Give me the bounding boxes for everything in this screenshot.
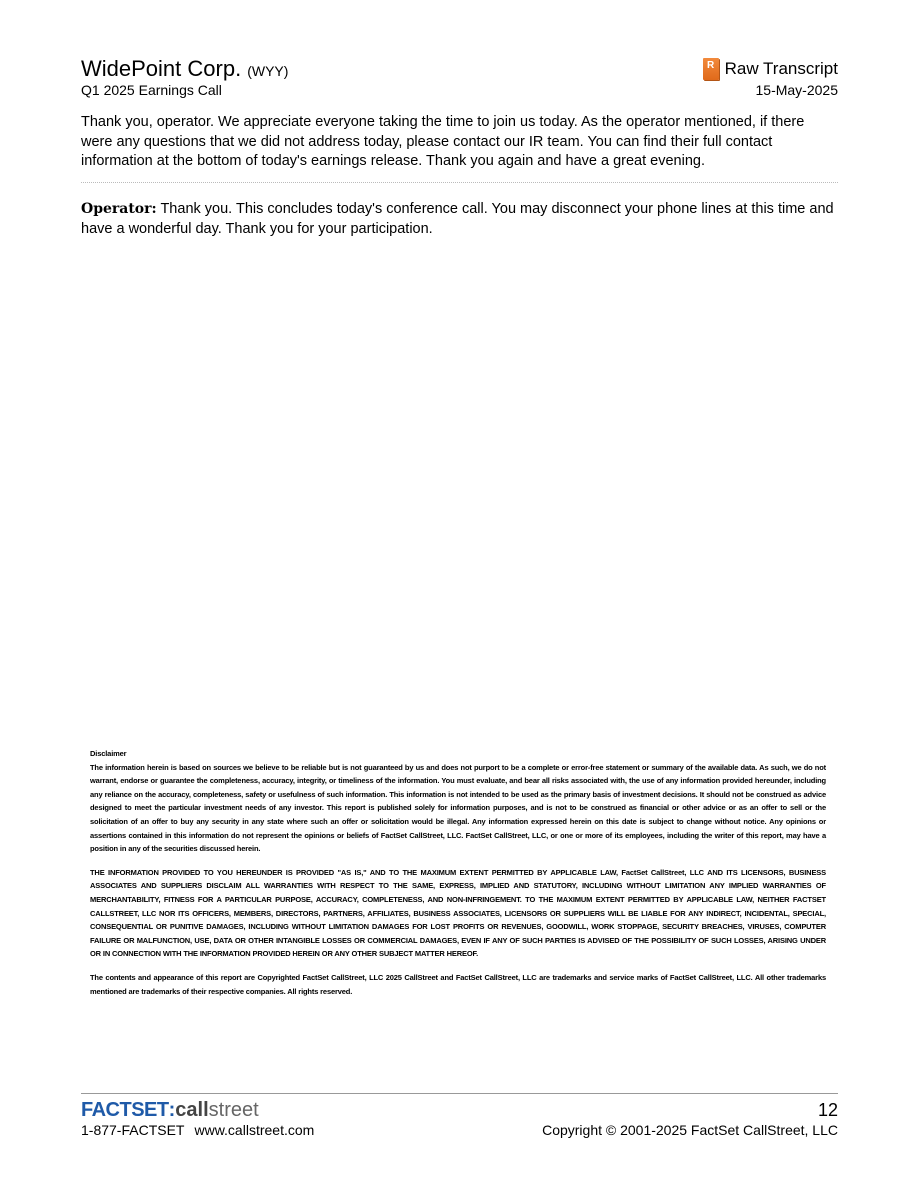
event-name: Q1 2025 Earnings Call <box>81 82 222 98</box>
speaker-divider <box>81 182 838 183</box>
company-title <box>81 56 288 84</box>
logo-street: street <box>208 1099 259 1121</box>
disclaimer-title: Disclaimer <box>90 749 127 758</box>
footer-copyright: Copyright © 2001-2025 FactSet CallStreet, LLC <box>542 1122 838 1138</box>
page-number: 12 <box>817 1100 838 1120</box>
transcript-paragraph: Thank you, operator. We appreciate everyone taking the time to join us today. As the operator mentioned, if there were any questions that we did not address today, please contact our IR team. You can find their full contact information at the bottom of today's earnings release. Thank you again and have a great evening. <box>81 114 805 169</box>
operator-text: Thank you. This concludes today's conference call. You may disconnect your phone lines at this time and have a wonderful day. Thank you for your participation. <box>81 201 834 237</box>
company-name: WidePoint Corp. <box>81 56 242 81</box>
page-header <box>81 56 838 100</box>
operator-paragraph <box>81 200 838 239</box>
copyright-paragraph: The contents and appearance of this report are Copyrighted FactSet CallStreet, LLC 2025 CallStreet and FactSet CallStreet, LLC are trademarks and service marks of FactSet CallStreet, LLC. All other trademarks mentioned are trademarks of their respective companies. All rights reserved. <box>90 972 826 996</box>
footer-phone: 1-877-FACTSET <box>81 1122 185 1138</box>
raw-transcript-label: Raw Transcript <box>724 59 838 78</box>
logo-brand: FACTSET <box>81 1099 169 1121</box>
footer-website-link[interactable]: www.callstreet.com <box>194 1122 315 1138</box>
ticker-symbol: (WYY) <box>247 63 289 79</box>
factset-callstreet-logo <box>81 1099 259 1121</box>
logo-call: call <box>175 1099 209 1121</box>
event-date: 15-May-2025 <box>755 82 838 98</box>
logo-colon: : <box>168 1099 176 1121</box>
footer-divider <box>81 1093 838 1094</box>
disclaimer-block <box>90 747 826 1008</box>
disclaimer-paragraph: The information herein is based on sources we believe to be reliable but is not guaranteed by us and does not purport to be a complete or error-free statement or summary of the available data. As such, we do not warrant, endorse or guarantee the completeness, accuracy, integrity, or timeliness of the information. You must evaluate, and bear all risks associated with, the use of any information provided hereunder, including any reliance on the accuracy, completeness, safety or usefulness of such information. This information is not intended to be used as the primary basis of investment decisions. It should not be construed as advice designed to meet the particular investment needs of any investor. This report is published solely for information purposes, and is not to be construed as financial or other advice or as an offer to sell or the solicitation of an offer to buy any security in any state where such an offer or solicitation would be illegal. Any information expressed herein on this date is subject to change without notice. Any opinions or assertions contained in this information do not represent the opinions or beliefs of FactSet CallStreet, LLC. FactSet CallStreet, LLC, or one or more of its employees, including the writer of this report, may have a position in any of the securities discussed herein. <box>90 762 826 854</box>
warranty-paragraph: THE INFORMATION PROVIDED TO YOU HEREUNDER IS PROVIDED "AS IS," AND TO THE MAXIMUM EXTENT PERMITTED BY APPLICABLE LAW, FactSet CallStreet, LLC AND ITS LICENSORS, BUSINESS ASSOCIATES AND SUPPLIERS DISCLAIM ALL WARRANTIES WITH RESPECT TO THE SAME, EXPRESS, IMPLIED AND STATUTORY, INCLUDING WITHOUT LIMITATION ANY IMPLIED WARRANTIES OF MERCHANTABILITY, FITNESS FOR A PARTICULAR PURPOSE, ACCURACY, COMPLETENESS, AND NON-INFRINGEMENT. TO THE MAXIMUM EXTENT PERMITTED BY APPLICABLE LAW, NEITHER FACTSET CALLSTREET, LLC NOR ITS OFFICERS, MEMBERS, DIRECTORS, PARTNERS, AFFILIATES, BUSINESS ASSOCIATES, LICENSORS OR SUPPLIERS WILL BE LIABLE FOR ANY INDIRECT, INCIDENTAL, SPECIAL, CONSEQUENTIAL OR PUNITIVE DAMAGES, INCLUDING WITHOUT LIMITATION DAMAGES FOR LOST PROFITS OR REVENUES, GOODWILL, WORK STOPPAGE, SECURITY BREACHES, VIRUSES, COMPUTER FAILURE OR MALFUNCTION, USE, DATA OR OTHER INTANGIBLE LOSSES OR COMMERCIAL DAMAGES, EVEN IF ANY OF SUCH PARTIES IS ADVISED OF THE POSSIBILITY OF SUCH LOSSES, ARISING UNDER OR IN CONNECTION WITH THE INFORMATION PROVIDED HEREIN OR ANY OTHER SUBJECT MATTER HEREOF. <box>90 867 826 959</box>
footer-contact <box>81 1121 314 1139</box>
raw-transcript-badge <box>703 58 838 80</box>
speaker-label: Operator: <box>81 201 157 217</box>
raw-transcript-icon: R <box>703 58 719 80</box>
